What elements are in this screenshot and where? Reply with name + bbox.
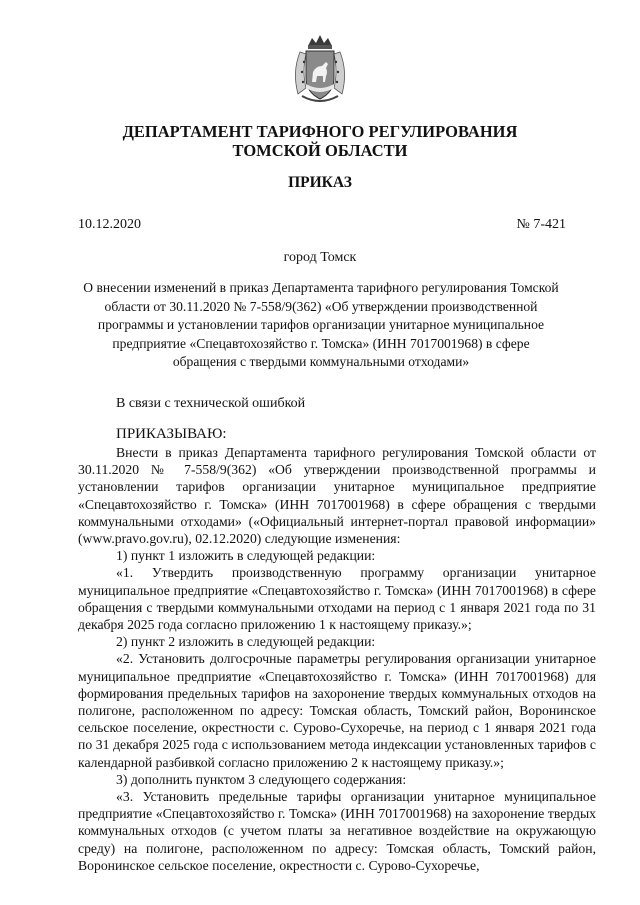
coat-of-arms-icon	[288, 32, 352, 108]
reason-text: В связи с технической ошибкой	[116, 396, 306, 411]
body-paragraph: 2) пункт 2 изложить в следующей редакции:	[116, 634, 376, 650]
body-paragraph: «1. Утвердить производственную программу организации унитарное муниципальное предприятие «Спецавтохозяйство г. Томска» (ИНН 7017001968) в сфере обращения с твердыми коммунальными отходами на период с 1 января 2021 года по 31 декабря 2025 года согласно приложению 1 к настоящему приказу.»;	[78, 565, 596, 633]
body-paragraph: 1) пункт 1 изложить в следующей редакции:	[116, 548, 376, 564]
document-type-heading: ПРИКАЗ	[288, 174, 352, 191]
body-paragraph: «2. Установить долгосрочные параметры регулирования организации унитарное муниципальное предприятие «Спецавтохозяйство г. Томска» (ИНН 7017001968) для формирования предельных тарифов на захоронение твердых коммунальных отходов на полигоне, расположенном по адресу: Томская область, Томский район, Воронинское сельское поселение, окрестности с. Сурово-Сухоречье, на период с 1 января 2021 года по 31 декабря 2025 года с использованием метода индексации установленных тарифов с календарной разбивкой согласно приложению 2 к настоящему приказу.»;	[78, 651, 596, 770]
document-body	[78, 444, 596, 874]
body-paragraph: 3) дополнить пунктом 3 следующего содержания:	[116, 771, 407, 787]
department-title-line-2: ТОМСКОЙ ОБЛАСТИ	[232, 141, 408, 160]
document-subject: О внесении изменений в приказ Департамента тарифного регулирования Томской области от 30.11.2020 № 7-558/9(362) «Об утверждении производственной программы и установлении тарифов организации унитарное муниципальное предприятие «Спецавтохозяйство г. Томска» (ИНН 7017001968) в сфере обращения с твердыми коммунальными отходами»	[83, 280, 559, 370]
document-city: город Томск	[283, 250, 357, 265]
body-paragraph: «3. Установить предельные тарифы организации унитарное муниципальное предприятие «Спецавтохозяйство г. Томска» (ИНН 7017001968) на захоронение твердых коммунальных отходов (с учетом платы за негативное воздействие на окружающую среду) на полигоне, расположенном по адресу: Томская область, Томский район, Воронинское сельское поселение, окрестности с. Сурово-Сухоречье,	[78, 789, 596, 873]
document-number: № 7-421	[516, 217, 566, 232]
decree-heading: ПРИКАЗЫВАЮ:	[116, 426, 227, 442]
document-date: 10.12.2020	[78, 217, 141, 232]
department-title-line-1: ДЕПАРТАМЕНТ ТАРИФНОГО РЕГУЛИРОВАНИЯ	[122, 122, 518, 141]
body-paragraph: Внести в приказ Департамента тарифного регулирования Томской области от 30.11.2020 № 7-558/9(362) «Об утверждении производственной программы и установлении тарифов организации унитарное муниципальное предприятие «Спецавтохозяйство г. Томска» (ИНН 7017001968) в сфере обращения с твердыми коммунальными отходами» («Официальный интернет-портал правовой информации» (www.pravo.gov.ru), 02.12.2020) следующие изменения:	[78, 445, 596, 547]
